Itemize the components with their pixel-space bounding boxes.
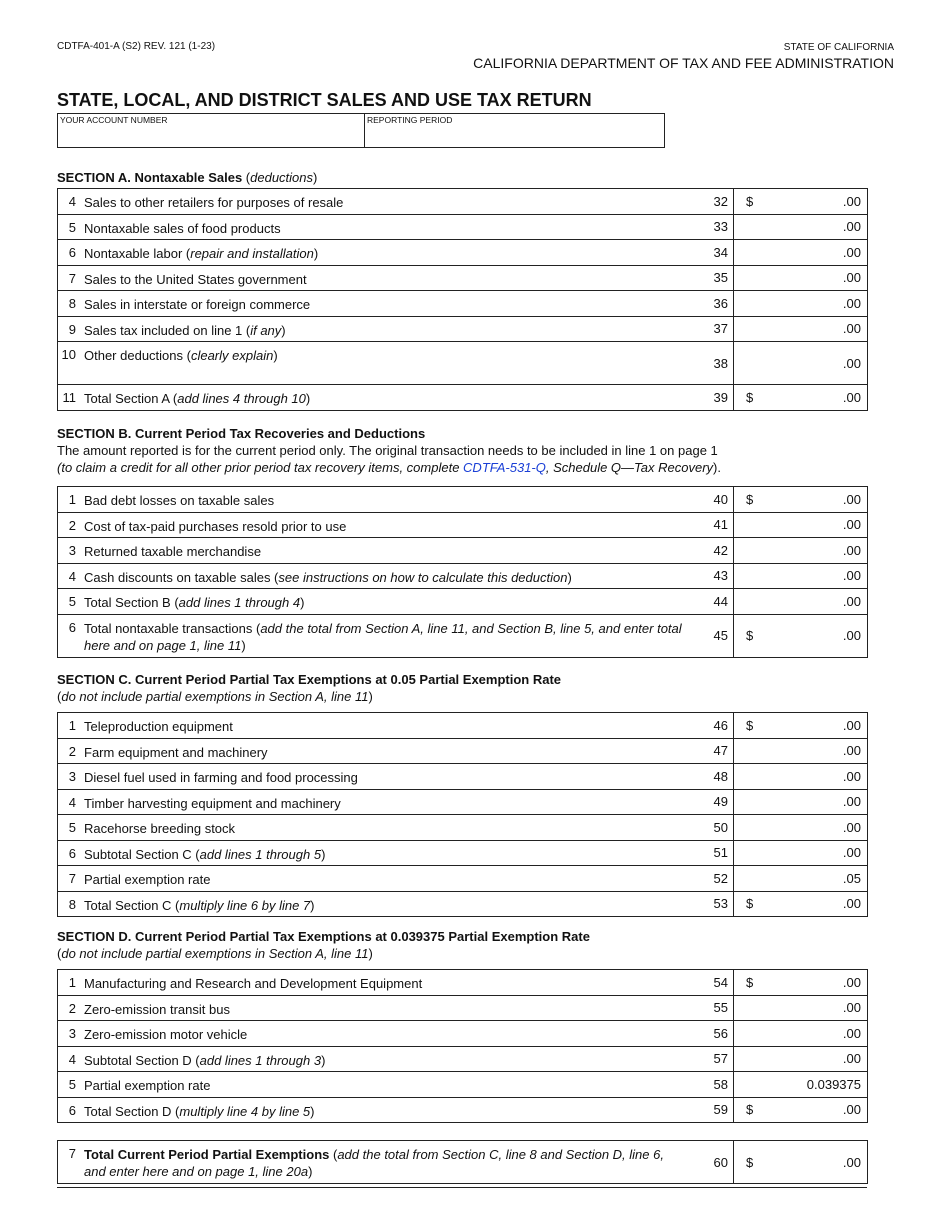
- amount-value: .00: [842, 193, 861, 209]
- line-number: 1: [68, 492, 76, 507]
- line-label: [84, 841, 688, 866]
- line-code: 43: [713, 568, 728, 584]
- dollar-sign: $: [746, 1154, 754, 1170]
- line-label-text: Farm equipment and machinery: [84, 744, 268, 760]
- line-number: 2: [68, 743, 76, 759]
- line-label: [84, 266, 688, 291]
- table-row: [58, 1097, 867, 1123]
- amount-field[interactable]: [733, 764, 867, 789]
- line-label: [84, 215, 688, 240]
- line-label-tail: ): [567, 569, 572, 585]
- dollar-sign: $: [746, 974, 754, 990]
- line-label: [84, 189, 688, 214]
- line-label-note: add lines 4 through 10: [177, 391, 306, 406]
- line-label-tail: ): [308, 1164, 313, 1179]
- section-d-title: SECTION D. Current Period Partial Tax Exemptions at 0.039375 Partial Exemption Rate: [57, 929, 590, 944]
- line-code: 56: [713, 1025, 728, 1041]
- line-label: [84, 1141, 688, 1183]
- line-label-text: Nontaxable sales of food products: [84, 220, 281, 236]
- line-label: [84, 739, 688, 764]
- line-number: 5: [68, 219, 76, 235]
- form-title: STATE, LOCAL, AND DISTRICT SALES AND USE TAX RETURN: [57, 90, 592, 110]
- line-label: [84, 589, 688, 614]
- line-label-text: Sales tax included on line 1 (: [84, 322, 251, 338]
- section-a-heading: SECTION A. Nontaxable Sales (deductions): [57, 170, 318, 185]
- section-b-note2: (to claim a credit for all other prior period tax recovery items, complete: [57, 460, 464, 475]
- line-label: [84, 1098, 688, 1123]
- line-label: [84, 538, 688, 563]
- section-a-table: [57, 188, 868, 411]
- line-number: 4: [68, 194, 76, 209]
- amount-value: .00: [842, 517, 861, 533]
- line-label-text: Sales to the United States government: [84, 271, 307, 287]
- line-number: 5: [68, 820, 76, 835]
- amount-value: .00: [842, 295, 861, 311]
- table-row: [58, 537, 867, 563]
- line-number: 8: [68, 896, 76, 912]
- amount-value: .00: [842, 389, 861, 405]
- table-row: [58, 763, 867, 789]
- line-label-tail: ): [273, 348, 278, 363]
- amount-value: .00: [842, 568, 861, 584]
- amount-field[interactable]: [733, 240, 867, 265]
- line-number: 4: [68, 568, 76, 584]
- table-row: [58, 316, 867, 342]
- table-row: [58, 1071, 867, 1097]
- section-b-title: SECTION B. Current Period Tax Recoveries and Deductions: [57, 426, 426, 441]
- line-label: [84, 790, 688, 815]
- table-row: [58, 1046, 867, 1072]
- section-a-title: SECTION A. Nontaxable Sales: [57, 170, 243, 185]
- line-label: [84, 615, 688, 657]
- amount-field[interactable]: [733, 215, 867, 240]
- line-code: 55: [713, 1000, 728, 1016]
- line-code: 39: [713, 389, 728, 405]
- table-row: [58, 995, 867, 1021]
- table-row: [58, 239, 867, 265]
- line-label: [84, 487, 688, 512]
- line-number: 7: [68, 270, 76, 286]
- line-label: [84, 317, 688, 342]
- section-b-table: [57, 486, 868, 658]
- line-number: 11: [62, 390, 76, 405]
- line-label: [84, 291, 688, 316]
- line-label-note: clearly explain: [190, 348, 274, 363]
- line-code: 58: [713, 1076, 728, 1092]
- line-code: 44: [713, 593, 728, 609]
- amount-value: .00: [842, 355, 861, 371]
- amount-field[interactable]: [733, 1141, 867, 1183]
- line-code: 35: [713, 270, 728, 286]
- line-label-text: Sales to other retailers for purposes of resale: [84, 195, 344, 210]
- table-row: [58, 341, 867, 384]
- amount-value: .00: [842, 794, 861, 810]
- line-label-tail: ): [305, 391, 311, 406]
- line-code: 32: [713, 193, 728, 209]
- amount-field[interactable]: [733, 739, 867, 764]
- section-b-note: The amount reported is for the current period only. The original transaction needs to be included in line 1 on page 1: [57, 443, 718, 458]
- line-number: 6: [68, 1102, 76, 1118]
- line-label-text: Sales in interstate or foreign commerce: [84, 297, 311, 312]
- amount-field[interactable]: [733, 615, 867, 657]
- line-label-tail: ): [321, 1052, 326, 1068]
- section-d-subtitle: do not include partial exemptions in Section A, line 11: [61, 946, 369, 961]
- amount-field[interactable]: [733, 513, 867, 538]
- amount-field[interactable]: [733, 892, 867, 917]
- amount-value: .00: [842, 219, 861, 235]
- line-label-note: add lines 1 through 4: [178, 595, 301, 610]
- line-label-text: Diesel fuel used in farming and food processing: [84, 770, 358, 785]
- line-label: [84, 564, 688, 589]
- line-code: 41: [713, 517, 728, 533]
- line-label: [84, 713, 688, 738]
- amount-field[interactable]: [733, 538, 867, 563]
- table-row: [58, 1020, 867, 1046]
- line-label: [84, 1072, 688, 1097]
- line-label-note: repair and installation: [190, 246, 314, 261]
- line-code: 33: [713, 219, 728, 235]
- line-code: 53: [713, 896, 728, 912]
- line-label-tail: ): [313, 246, 319, 261]
- section-a-subtitle: deductions: [250, 170, 314, 185]
- state-label: STATE OF CALIFORNIA: [783, 42, 894, 53]
- line-label-text: Cost of tax-paid purchases resold prior to use: [84, 518, 347, 534]
- amount-value: .00: [842, 768, 861, 784]
- section-c-subtitle: do not include partial exemptions in Section A, line 11: [61, 689, 369, 704]
- line-code: 52: [713, 870, 728, 886]
- line-label-text: Cash discounts on taxable sales (: [84, 569, 279, 585]
- line-label-note: see instructions on how to calculate this deduction: [278, 569, 568, 585]
- amount-field[interactable]: [733, 487, 867, 512]
- cdtfa-531-q-link[interactable]: CDTFA-531-Q: [463, 460, 546, 475]
- line-number: 6: [68, 845, 76, 861]
- table-row: [58, 487, 867, 512]
- amount-field[interactable]: [733, 266, 867, 291]
- line-number: 5: [68, 594, 76, 609]
- amount-field[interactable]: [733, 189, 867, 214]
- section-d-table: [57, 969, 868, 1123]
- amount-value: .00: [842, 845, 861, 861]
- table-row: [58, 189, 867, 214]
- line-label: [84, 996, 688, 1021]
- table-row: [58, 865, 867, 891]
- line-label-tail: ): [310, 897, 315, 913]
- amount-field[interactable]: [733, 1098, 867, 1123]
- line-number: 1: [68, 718, 76, 733]
- line-label-note: add the total from Section C, line 8 and Section D, line 6, and enter here and on page 1, line 20a: [84, 1147, 664, 1179]
- line-number: 7: [68, 1146, 76, 1161]
- line-label: [84, 1021, 688, 1046]
- line-label-tail: ): [281, 322, 286, 338]
- line-label: [84, 240, 688, 265]
- table-row: [58, 265, 867, 291]
- line-label-text: (: [329, 1147, 338, 1162]
- line-label-bold: Total Current Period Partial Exemptions: [84, 1147, 330, 1162]
- amount-field[interactable]: [733, 1021, 867, 1046]
- line-code: 47: [713, 743, 728, 759]
- amount-value: .00: [842, 1025, 861, 1041]
- amount-field[interactable]: [733, 996, 867, 1021]
- line-code: 48: [713, 768, 728, 784]
- line-label-tail: ): [300, 595, 305, 610]
- amount-value: .00: [842, 974, 861, 990]
- table-row: [58, 290, 867, 316]
- department-name: CALIFORNIA DEPARTMENT OF TAX AND FEE ADMINISTRATION: [473, 55, 894, 71]
- line-number: 1: [68, 975, 76, 990]
- amount-value: .00: [842, 743, 861, 759]
- line-label-text: Total Section D (: [84, 1103, 180, 1119]
- amount-field[interactable]: [733, 291, 867, 316]
- amount-field[interactable]: [733, 589, 867, 614]
- amount-field[interactable]: [733, 1072, 867, 1097]
- line-label-text: Timber harvesting equipment and machinery: [84, 795, 341, 811]
- amount-field[interactable]: [733, 564, 867, 589]
- amount-value: .00: [842, 321, 861, 337]
- amount-value: .00: [842, 819, 861, 835]
- amount-field[interactable]: [733, 790, 867, 815]
- reporting-period-field[interactable]: [365, 114, 454, 147]
- line-code: 60: [713, 1154, 728, 1170]
- dollar-sign: $: [746, 628, 754, 643]
- section-c-table: [57, 712, 868, 917]
- line-label-text: Racehorse breeding stock: [84, 821, 236, 836]
- table-row: [58, 891, 867, 917]
- amount-value: .00: [842, 593, 861, 609]
- dollar-sign: $: [746, 491, 754, 507]
- line-label-tail: ): [241, 637, 246, 653]
- line-label: [84, 892, 688, 917]
- section-c-title: SECTION C. Current Period Partial Tax Exemptions at 0.05 Partial Exemption Rate: [57, 672, 562, 687]
- line-label-text: Returned taxable merchandise: [84, 544, 262, 559]
- line-code: 42: [713, 542, 728, 558]
- line-label: [84, 866, 688, 891]
- amount-value: .00: [842, 542, 861, 558]
- line-label-text: Total Section A (: [84, 391, 178, 406]
- dollar-sign: $: [746, 717, 754, 733]
- line-code: 40: [713, 491, 728, 507]
- line-label-text: Subtotal Section D (: [84, 1052, 200, 1068]
- account-number-field[interactable]: [58, 114, 365, 147]
- amount-value: .00: [842, 244, 861, 260]
- line-number: 5: [68, 1077, 76, 1092]
- line-number: 2: [68, 1000, 76, 1016]
- line-label: [84, 342, 688, 384]
- amount-field[interactable]: [733, 841, 867, 866]
- line-code: 51: [713, 845, 728, 861]
- amount-field[interactable]: [733, 1047, 867, 1072]
- line-label-text: Partial exemption rate: [84, 872, 211, 887]
- table-row: [58, 713, 867, 738]
- line-label-text: Nontaxable labor (: [84, 246, 191, 261]
- line-label-text: Total Section C (: [84, 897, 180, 913]
- line-label: [84, 385, 688, 410]
- amount-value: .05: [842, 870, 861, 886]
- amount-value: .00: [842, 896, 861, 912]
- table-row: [58, 814, 867, 840]
- section-b-note2-tail: , Schedule Q—Tax Recovery: [545, 460, 714, 475]
- amount-field[interactable]: [733, 342, 867, 384]
- amount-value: .00: [842, 491, 861, 507]
- line-code: 38: [713, 355, 728, 371]
- table-row: [58, 738, 867, 764]
- line-code: 57: [713, 1051, 728, 1067]
- line-number: 3: [68, 543, 76, 558]
- line-number: 8: [68, 296, 76, 311]
- line-code: 45: [713, 628, 728, 643]
- amount-value: .00: [842, 1051, 861, 1067]
- line-number: 4: [68, 1051, 76, 1067]
- table-row: [58, 384, 867, 410]
- dollar-sign: $: [746, 896, 754, 912]
- line-label-note: add the total from Section A, line 11, and Section B, line 5, and enter total here and on page 1, line 11: [84, 620, 682, 653]
- table-row: [58, 512, 867, 538]
- table-row: [58, 1141, 867, 1183]
- line-number: 7: [68, 871, 76, 886]
- line-code: 50: [713, 819, 728, 835]
- amount-value: 0.039375: [806, 1076, 861, 1092]
- amount-field[interactable]: [733, 385, 867, 410]
- bottom-divider: [57, 1187, 867, 1188]
- amount-field[interactable]: [733, 317, 867, 342]
- line-code: 59: [713, 1102, 728, 1118]
- line-code: 46: [713, 717, 728, 733]
- amount-value: .00: [842, 270, 861, 286]
- dollar-sign: $: [746, 1102, 754, 1118]
- line-code: 49: [713, 794, 728, 810]
- account-info-box: [57, 113, 665, 148]
- amount-field[interactable]: [733, 815, 867, 840]
- line-label-tail: ): [310, 1103, 315, 1119]
- amount-field[interactable]: [733, 866, 867, 891]
- total-exemptions-table: [57, 1140, 868, 1184]
- table-row: [58, 214, 867, 240]
- line-label-text: Teleproduction equipment: [84, 719, 233, 734]
- line-label-text: Subtotal Section C (: [84, 846, 200, 862]
- line-label-note: multiply line 6 by line 7: [179, 897, 311, 913]
- line-label: [84, 1047, 688, 1072]
- line-label-text: Total nontaxable transactions (: [84, 620, 261, 636]
- line-code: 36: [713, 295, 728, 311]
- amount-value: .00: [842, 1154, 861, 1170]
- line-label: [84, 970, 688, 995]
- line-number: 9: [68, 321, 76, 337]
- line-label-text: Zero-emission motor vehicle: [84, 1027, 248, 1042]
- dollar-sign: $: [746, 389, 754, 405]
- line-number: 3: [68, 769, 76, 784]
- amount-value: .00: [842, 1102, 861, 1118]
- amount-value: .00: [842, 628, 861, 643]
- line-label-note: add lines 1 through 5: [199, 846, 322, 862]
- line-label: [84, 815, 688, 840]
- line-label-text: Manufacturing and Research and Development Equipment: [84, 976, 423, 991]
- table-row: [58, 970, 867, 995]
- section-b-heading: SECTION B. Current Period Tax Recoveries and Deductions The amount reported is for the current period only. The original transaction needs to be included in line 1 on page 1 (to claim a credit for all other prior period tax recovery items, complete CDTFA-531-Q, Schedule Q—Tax Recovery).: [57, 426, 721, 475]
- table-row: [58, 563, 867, 589]
- line-label-text: Total Section B (: [84, 595, 179, 610]
- line-number: 6: [68, 245, 76, 260]
- account-number-label: YOUR ACCOUNT NUMBER: [60, 115, 168, 125]
- line-number: 6: [68, 619, 76, 635]
- line-label-text: Other deductions (: [84, 348, 191, 363]
- form-number: CDTFA-401-A (S2) REV. 121 (1-23): [57, 41, 216, 52]
- amount-value: .00: [842, 1000, 861, 1016]
- line-label-note: if any: [250, 322, 282, 338]
- table-row: [58, 789, 867, 815]
- section-d-heading: SECTION D. Current Period Partial Tax Exemptions at 0.039375 Partial Exemption Rate (do not include partial exemptions in Section A, line 11): [57, 929, 590, 961]
- table-row: [58, 614, 867, 657]
- table-row: [58, 588, 867, 614]
- line-label: [84, 513, 688, 538]
- dollar-sign: $: [746, 193, 754, 209]
- line-number: 2: [68, 517, 76, 533]
- line-code: 34: [713, 244, 728, 260]
- line-label: [84, 764, 688, 789]
- amount-field[interactable]: [733, 970, 867, 995]
- line-label-note: add lines 1 through 3: [199, 1052, 322, 1068]
- line-number: 3: [68, 1026, 76, 1041]
- line-number: 4: [68, 794, 76, 810]
- table-row: [58, 840, 867, 866]
- amount-field[interactable]: [733, 713, 867, 738]
- line-number: 10: [61, 347, 76, 362]
- line-label-text: Partial exemption rate: [84, 1078, 211, 1093]
- amount-value: .00: [842, 717, 861, 733]
- line-code: 37: [713, 321, 728, 337]
- line-label-note: multiply line 4 by line 5: [179, 1103, 311, 1119]
- line-label-tail: ): [321, 846, 326, 862]
- section-c-heading: SECTION C. Current Period Partial Tax Exemptions at 0.05 Partial Exemption Rate (do not include partial exemptions in Section A, line 11): [57, 672, 562, 704]
- reporting-period-label: REPORTING PERIOD: [367, 115, 453, 125]
- line-label-text: Zero-emission transit bus: [84, 1001, 230, 1017]
- line-label-text: Bad debt losses on taxable sales: [84, 493, 275, 508]
- line-code: 54: [713, 974, 728, 990]
